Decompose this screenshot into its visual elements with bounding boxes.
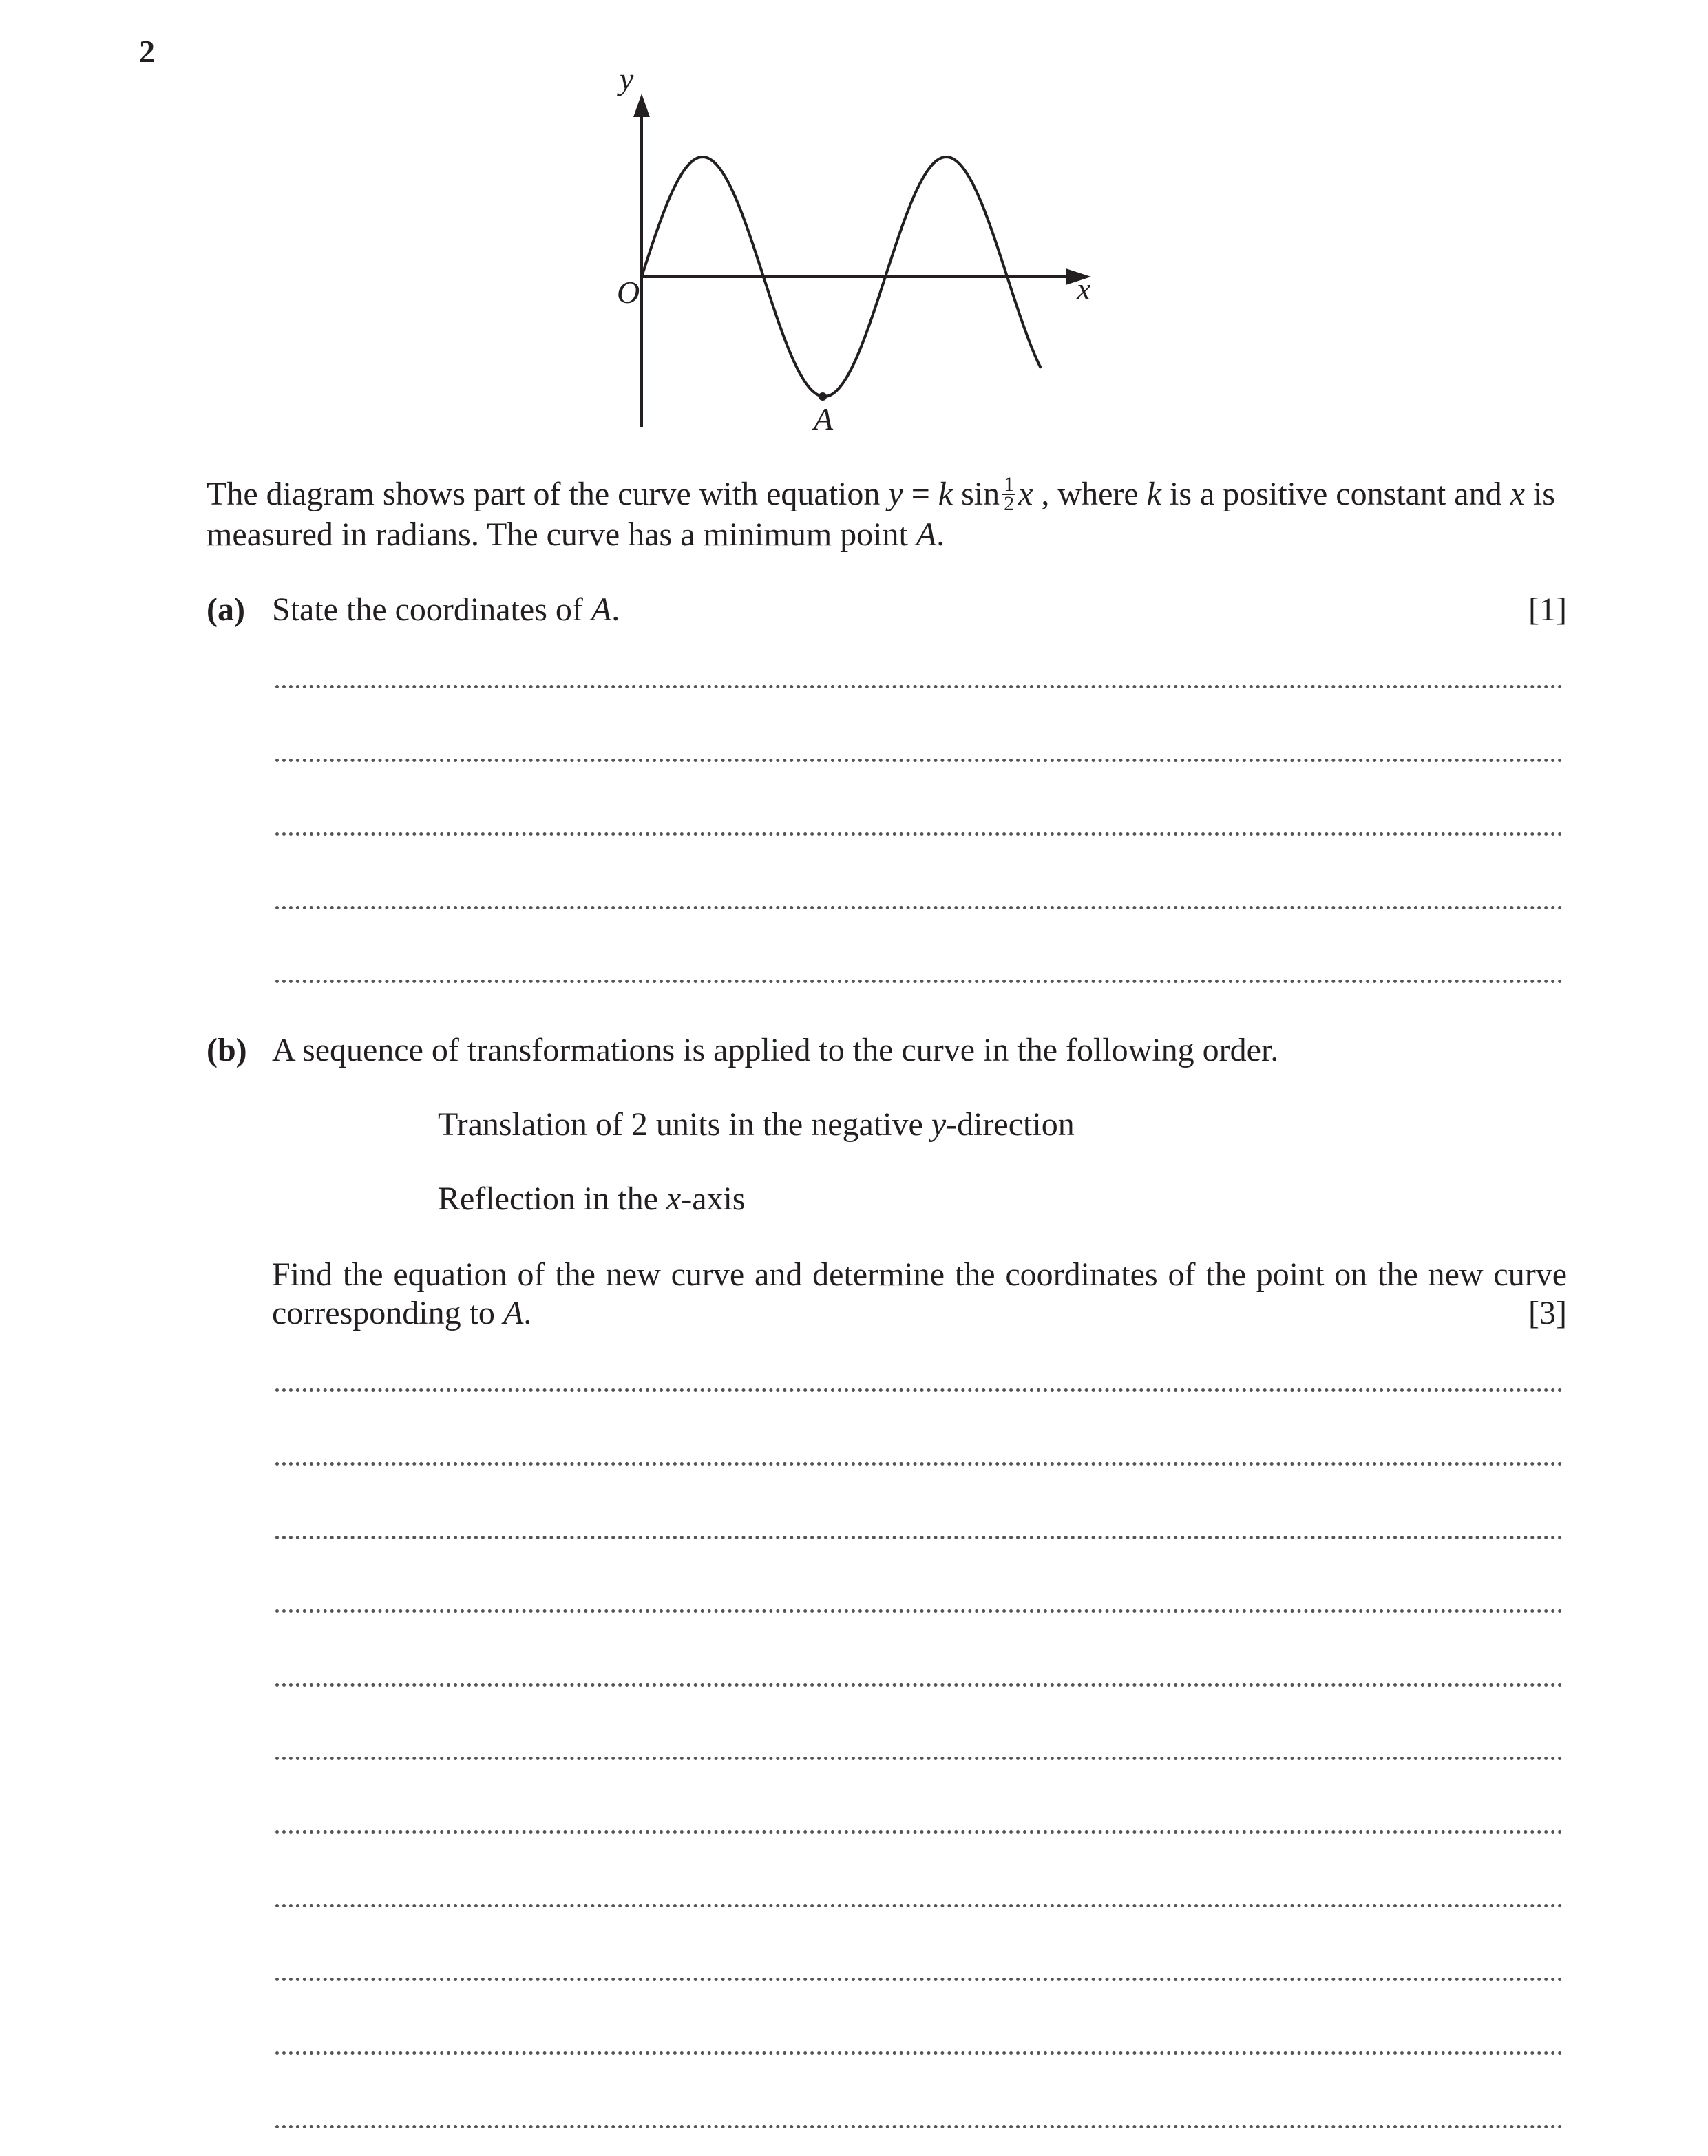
answer-line-b-10[interactable] (275, 2051, 1563, 2055)
answer-line-a-1[interactable] (275, 685, 1563, 688)
transformation-2 (438, 1180, 746, 1218)
intro-text: is a positive constant and (1161, 476, 1510, 512)
question-intro (207, 472, 1570, 554)
period: . (936, 516, 945, 553)
answer-line-b-4[interactable] (275, 1609, 1563, 1613)
var-y: y (931, 1106, 947, 1143)
var-k: k (1146, 476, 1161, 512)
answer-line-a-4[interactable] (275, 906, 1563, 909)
y-axis-arrow (633, 94, 650, 117)
x-axis-label: x (1077, 271, 1091, 306)
intro-line-2 (207, 516, 1570, 554)
transformation-2-text: Reflection in the (438, 1181, 666, 1217)
var-a: A (503, 1295, 524, 1331)
part-a-text-body: State the coordinates of (272, 591, 591, 628)
half-fraction (1002, 472, 1015, 515)
page-number: 2 (139, 34, 155, 69)
answer-line-b-6[interactable] (275, 1757, 1563, 1760)
var-x: x (1510, 476, 1525, 512)
eq-x: x (1018, 476, 1033, 512)
part-b-marks: [3] (1528, 1295, 1567, 1331)
intro-line-1 (207, 472, 1570, 516)
var-a: A (591, 591, 612, 628)
fraction-numerator: 1 (1004, 472, 1015, 496)
part-a-label: (a) (207, 591, 245, 628)
eq-k: k (938, 476, 953, 512)
answer-line-b-5[interactable] (275, 1683, 1563, 1687)
transformation-1-suffix: -direction (946, 1106, 1075, 1143)
part-a-marks: [1] (1528, 591, 1567, 628)
point-a-label: A (814, 401, 834, 436)
answer-line-a-2[interactable] (275, 759, 1563, 762)
eq-equals: = (903, 476, 938, 512)
part-b-find-line-1: Find the equation of the new curve and determine the coordinates of the point on the new curve (272, 1256, 1567, 1293)
y-axis-label: y (620, 62, 634, 96)
fraction-denominator: 2 (1004, 492, 1015, 515)
sine-curve-diagram (606, 62, 1101, 447)
answer-line-b-3[interactable] (275, 1536, 1563, 1539)
var-a: A (916, 516, 937, 553)
period: . (611, 591, 620, 628)
intro-text: is (1524, 476, 1555, 512)
intro-text: measured in radians. The curve has a minimum point (207, 516, 916, 553)
part-b-find-line-2 (272, 1294, 1567, 1333)
answer-line-b-7[interactable] (275, 1830, 1563, 1834)
part-a-text (272, 591, 620, 629)
answer-line-a-3[interactable] (275, 832, 1563, 836)
period: . (523, 1295, 532, 1331)
origin-label: O (617, 275, 640, 310)
answer-line-b-11[interactable] (275, 2125, 1563, 2128)
intro-text: The diagram shows part of the curve with equation (207, 476, 881, 512)
transformation-2-suffix: -axis (681, 1181, 746, 1217)
answer-line-b-2[interactable] (275, 1462, 1563, 1466)
answer-line-b-9[interactable] (275, 1978, 1563, 1981)
eq-sin: sin (953, 476, 1000, 512)
part-b-label: (b) (207, 1032, 247, 1068)
transformation-1-text: Translation of 2 units in the negative (438, 1106, 931, 1143)
answer-line-b-8[interactable] (275, 1904, 1563, 1907)
intro-text: , where (1033, 476, 1147, 512)
eq-y: y (888, 476, 903, 512)
part-b-text: A sequence of transformations is applied to the curve in the following order. (272, 1032, 1279, 1068)
minimum-point (819, 392, 827, 401)
var-x: x (666, 1181, 682, 1217)
answer-line-a-5[interactable] (275, 980, 1563, 983)
find-line-2-text: corresponding to (272, 1295, 503, 1331)
diagram-svg (606, 62, 1101, 447)
transformation-1 (438, 1106, 1075, 1144)
answer-line-b-1[interactable] (275, 1388, 1563, 1392)
